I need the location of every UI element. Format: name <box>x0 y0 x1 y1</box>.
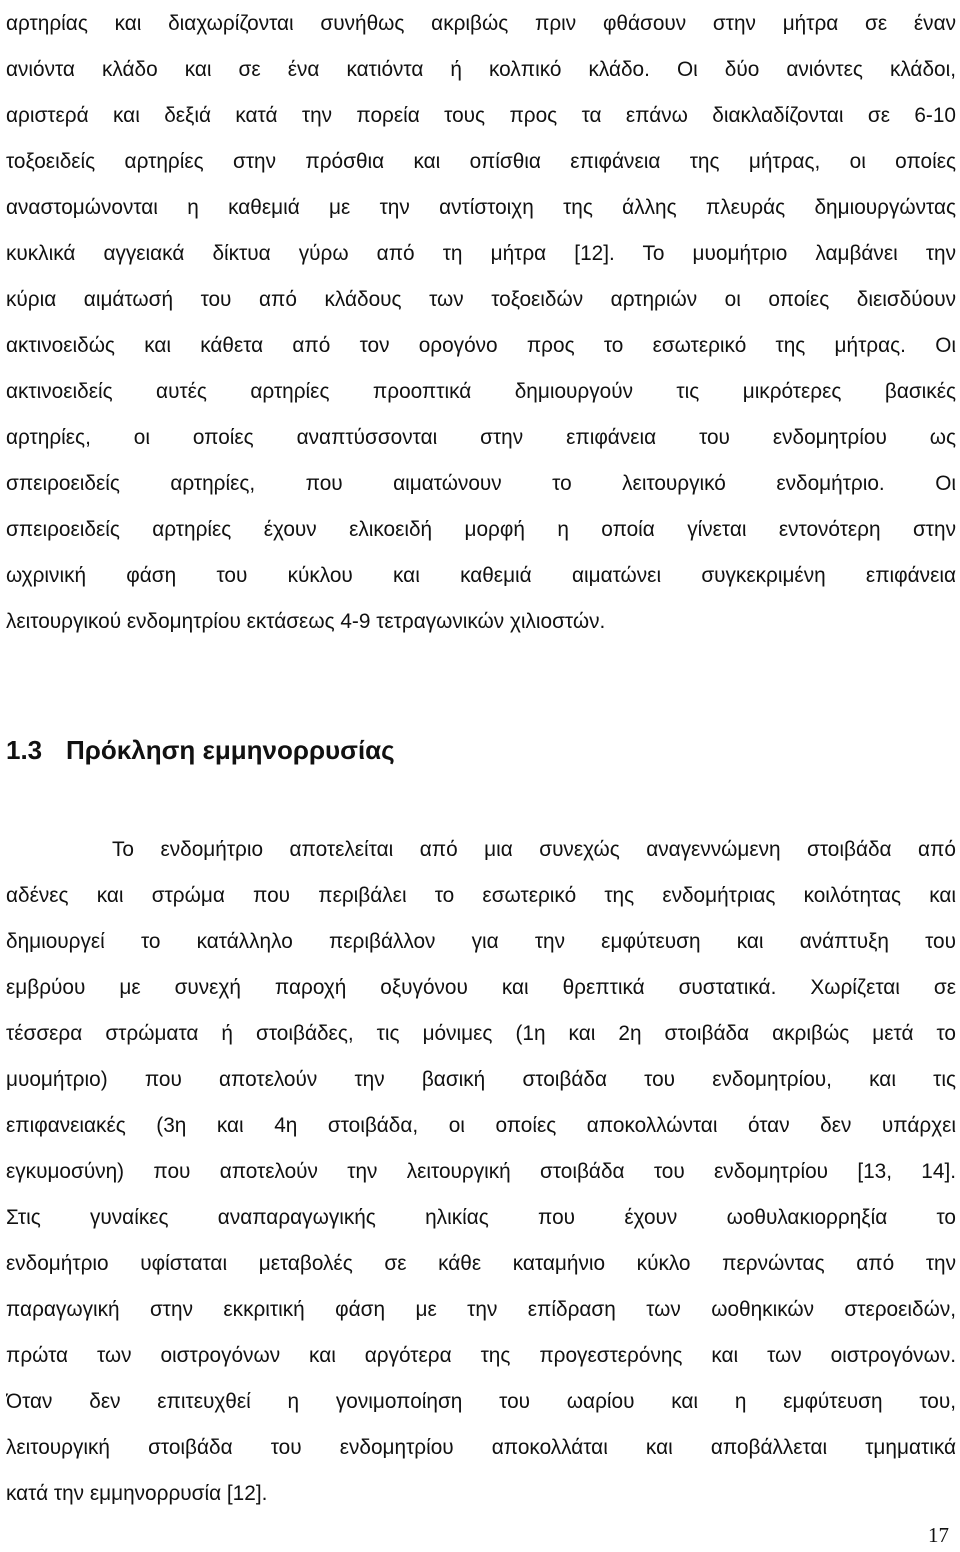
text-line: τοξοειδείς αρτηρίες στην πρόσθια και οπίσθια επιφάνεια της μήτρας, οι οποίες <box>6 150 956 173</box>
text-line: αρτηρίας και διαχωρίζονται συνήθως ακριβώς πριν φθάσουν στην μήτρα σε έναν <box>6 12 956 35</box>
page-number: 17 <box>928 1523 949 1547</box>
text-line: κατά την εμμηνορρυσία [12]. <box>6 1482 268 1505</box>
text-line: ενδομήτριο υφίσταται μεταβολές σε κάθε καταμήνιο κύκλο περνώντας από την <box>6 1252 956 1275</box>
section-title: Πρόκληση εμμηνορρυσίας <box>66 735 395 765</box>
text-line: Όταν δεν επιτευχθεί η γονιμοποίηση του ωαρίου και η εμφύτευση του, <box>6 1390 956 1413</box>
section-heading <box>6 732 395 768</box>
text-line: σπειροειδείς αρτηρίες, που αιματώνουν το λειτουργικό ενδομήτριο. Οι <box>6 472 956 495</box>
text-line: ακτινοειδώς και κάθετα από τον ορογόνο προς το εσωτερικό της μήτρας. Οι <box>6 334 956 357</box>
text-line: αρτηρίες, οι οποίες αναπτύσσονται στην επιφάνεια του ενδομητρίου ως <box>6 426 956 449</box>
text-line: κύρια αιμάτωσή του από κλάδους των τοξοειδών αρτηριών οι οποίες διεισδύουν <box>6 288 956 311</box>
text-line: τέσσερα στρώματα ή στοιβάδες, τις μόνιμες (1η και 2η στοιβάδα ακριβώς μετά το <box>6 1022 956 1045</box>
text-line: εμβρύου με συνεχή παροχή οξυγόνου και θρεπτικά συστατικά. Χωρίζεται σε <box>6 976 956 999</box>
text-line: Στις γυναίκες αναπαραγωγικής ηλικίας που έχουν ωοθυλακιορρηξία το <box>6 1206 956 1229</box>
text-line: αναστομώνονται η καθεμιά με την αντίστοιχη της άλλης πλευράς δημιουργώντας <box>6 196 956 219</box>
text-line: αριστερά και δεξιά κατά την πορεία τους προς τα επάνω διακλαδίζονται σε 6-10 <box>6 104 956 127</box>
text-line: κυκλικά αγγειακά δίκτυα γύρω από τη μήτρα [12]. Το μυομήτριο λαμβάνει την <box>6 242 956 265</box>
text-line: ακτινοειδείς αυτές αρτηρίες προοπτικά δημιουργούν τις μικρότερες βασικές <box>6 380 956 403</box>
text-line: λειτουργικού ενδομητρίου εκτάσεως 4-9 τετραγωνικών χιλιοστών. <box>6 610 606 633</box>
section-number: 1.3 <box>6 735 43 765</box>
text-line: Το ενδομήτριο αποτελείται από μια συνεχώς αναγεννώμενη στοιβάδα από <box>112 838 956 861</box>
text-line: δημιουργεί το κατάλληλο περιβάλλον για την εμφύτευση και ανάπτυξη του <box>6 930 956 953</box>
text-line: επιφανειακές (3η και 4η στοιβάδα, οι οποίες αποκολλώνται όταν δεν υπάρχει <box>6 1114 956 1137</box>
text-line: μυομήτριο) που αποτελούν την βασική στοιβάδα του ενδομητρίου, και τις <box>6 1068 956 1091</box>
text-line: ωχρινική φάση του κύκλου και καθεμιά αιματώνει συγκεκριμένη επιφάνεια <box>6 564 956 587</box>
text-line: σπειροειδείς αρτηρίες έχουν ελικοειδή μορφή η οποία γίνεται εντονότερη στην <box>6 518 956 541</box>
text-line: αδένες και στρώμα που περιβάλει το εσωτερικό της ενδομήτριας κοιλότητας και <box>6 884 956 907</box>
text-line: παραγωγική στην εκκριτική φάση με την επίδραση των ωοθηκικών στεροειδών, <box>6 1298 956 1321</box>
text-line: λειτουργική στοιβάδα του ενδομητρίου αποκολλάται και αποβάλλεται τμηματικά <box>6 1436 956 1459</box>
text-line: εγκυμοσύνη) που αποτελούν την λειτουργική στοιβάδα του ενδομητρίου [13, 14]. <box>6 1160 956 1183</box>
text-line: πρώτα των οιστρογόνων και αργότερα της προγεστερόνης και των οιστρογόνων. <box>6 1344 956 1367</box>
text-line: ανιόντα κλάδο και σε ένα κατιόντα ή κολπικό κλάδο. Οι δύο ανιόντες κλάδοι, <box>6 58 956 81</box>
